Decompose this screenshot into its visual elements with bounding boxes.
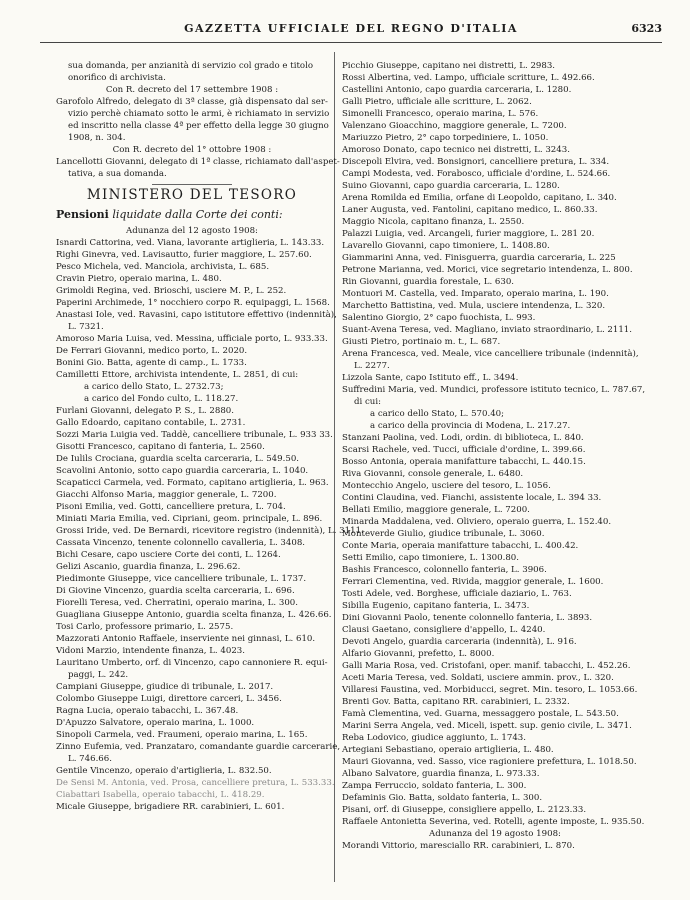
list-item: Artegiani Sebastiano, operaio artiglieria, L. 480. [342, 745, 554, 755]
list-item: Riva Giovanni, console generale, L. 6480. [342, 469, 524, 479]
column-divider [334, 52, 335, 882]
list-item: Discepoli Elvira, ved. Bonsignori, cancelliere pretura, L. 334. [342, 157, 610, 167]
adunanza-heading: Adunanza del 19 agosto 1908: [429, 829, 561, 839]
list-item: Bellati Emilio, maggiore generale, L. 7200. [342, 505, 530, 515]
list-item: Sibilla Eugenio, capitano fanteria, L. 3473. [342, 601, 530, 611]
list-item: paggi, L. 242. [68, 670, 129, 680]
list-item: Mazzorati Antonio Raffaele, inserviente nei ginnasi, L. 610. [56, 634, 316, 644]
list-item: Simonelli Francesco, operaio marina, L. 576. [342, 109, 539, 119]
list-item: Defaminis Gio. Batta, soldato fanteria, L. 300. [342, 793, 543, 803]
list-item: Giammarini Anna, ved. Finisguerra, guardia carceraria, L. 225 [342, 253, 616, 263]
list-item: Scapaticci Carmela, ved. Formato, capitano artiglieria, L. 963. [56, 478, 329, 488]
list-item: Gentile Vincenzo, operaio d'artiglieria, L. 832.50. [56, 766, 272, 776]
list-item: Suino Giovanni, capo guardia carceraria, L. 1280. [342, 181, 560, 191]
list-item: Miniati Maria Emilia, ved. Cipriani, geom. principale, L. 896. [56, 514, 323, 524]
list-item: Gelizi Ascanio, guardia finanza, L. 296.62. [56, 562, 241, 572]
list-item: Campi Modesta, ved. Forabosco, ufficiale d'ordine, L. 524.66. [342, 169, 611, 179]
list-item: De Ferrari Giovanni, medico porto, L. 2020. [56, 346, 248, 356]
list-item: Fiorelli Teresa, ved. Cherratini, operaio marina, L. 300. [56, 598, 298, 608]
page-header [40, 22, 662, 40]
list-item: Giusti Pietro, portinaio m. t., L. 687. [342, 337, 501, 347]
list-item: Grossi Iride, ved. De Bernardi, ricevitore registro (indennità), L. 3111. [56, 526, 364, 536]
list-item: Piedimonte Giuseppe, vice cancelliere tribunale, L. 1737. [56, 574, 307, 584]
list-item: Suffredini Maria, ved. Mundici, professore istituto tecnico, L. 787.67, [342, 385, 646, 395]
list-item: Arena Romilda ed Emilia, orfane di Leopoldo, capitano, L. 340. [342, 193, 617, 203]
list-item: Isnardi Cattorina, ved. Viana, lavorante artiglieria, L. 143.33. [56, 238, 325, 248]
list-item: Dini Giovanni Paolo, tenente colonnello fanteria, L. 3893. [342, 613, 593, 623]
list-item: Bonini Gio. Batta, agente di camp., L. 1733. [56, 358, 247, 368]
list-item: Suant-Avena Teresa, ved. Magliano, inviato straordinario, L. 2111. [342, 325, 633, 335]
list-item: a carico del Fondo culto, L. 118.27. [84, 394, 239, 404]
list-item: Campiani Giuseppe, giudice di tribunale, L. 2017. [56, 682, 274, 692]
header-rule [40, 42, 662, 43]
list-item: Anastasi Iole, ved. Ravasini, capo istitutore effettivo (indennità), [56, 310, 337, 320]
list-item: Marchetto Battistina, ved. Mula, usciere intendenza, L. 320. [342, 301, 606, 311]
list-item: a carico dello Stato, L. 570.40; [370, 409, 505, 419]
adunanza-heading: Adunanza del 12 agosto 1908: [126, 226, 258, 236]
list-item: Pisani, orf. di Giuseppe, consigliere appello, L. 2123.33. [342, 805, 587, 815]
list-item: Villaresi Faustina, ved. Morbiducci, segret. Min. tesoro, L. 1053.66. [342, 685, 638, 695]
list-item: Righi Ginevra, ved. Lavisautto, furier maggiore, L. 257.60. [56, 250, 312, 260]
pensioni-bold: Pensioni [56, 208, 109, 221]
ministry-heading: MINISTERO DEL TESORO [86, 187, 298, 203]
list-item: Sinopoli Carmela, ved. Fraumeni, operaio marina, L. 165. [56, 730, 308, 740]
list-item: Galli Pietro, ufficiale alle scritture, L. 2062. [342, 97, 532, 107]
list-item: Di Giovine Vincenzo, guardia scelta carceraria, L. 696. [56, 586, 295, 596]
list-item: Arena Francesca, ved. Meale, vice cancelliere tribunale (indennità), [342, 349, 639, 359]
list-item: Marini Serra Angela, ved. Miceli, ispett. sup. genio civile, L. 3471. [342, 721, 632, 731]
list-item: Camilletti Ettore, archivista intendente, L. 2851, di cui: [56, 370, 299, 380]
left-pension-list [56, 237, 364, 813]
list-item: Maggio Nicola, capitano finanza, L. 2550. [342, 217, 525, 227]
list-item: Cravin Pietro, operaio marina, L. 480. [56, 274, 222, 284]
list-item: Reba Lodovico, giudice aggiunto, L. 1743. [342, 733, 526, 743]
text-line: tativa, a sua domanda. [68, 169, 167, 179]
list-item: Picchio Giuseppe, capitano nei distretti, L. 2983. [342, 61, 556, 71]
list-item: Tosi Carlo, professore primario, L. 2575. [56, 622, 234, 632]
right-pension-list [342, 60, 648, 828]
list-item: Palazzi Luigia, ved. Arcangeli, furier maggiore, L. 281 20. [342, 229, 595, 239]
list-item: Alfario Giovanni, prefetto, L. 8000. [342, 649, 495, 659]
list-item: Lavarello Giovanni, capo timoniere, L. 1408.80. [342, 241, 550, 251]
list-item: Amoroso Donato, capo tecnico nei distretti, L. 3243. [342, 145, 570, 155]
list-item: Castellini Antonio, capo guardia carceraria, L. 1280. [342, 85, 572, 95]
list-item: Aceti Maria Teresa, ved. Soldati, usciere ammin. prov., L. 320. [342, 673, 614, 683]
list-item: Paperini Archimede, 1° nocchiero corpo R. equipaggi, L. 1568. [56, 298, 330, 308]
list-item: Scarsi Rachele, ved. Tucci, ufficiale d'ordine, L. 399.66. [342, 445, 586, 455]
list-item: Ragna Lucia, operaio tabacchi, L. 367.48. [56, 706, 239, 716]
list-item: Furlani Giovanni, delegato P. S., L. 2880. [56, 406, 234, 416]
list-item: Valenzano Gioacchino, maggiore generale, L. 7200. [342, 121, 567, 131]
list-item: Albano Salvatore, guardia finanza, L. 973.33. [342, 769, 540, 779]
list-item: L. 7321. [68, 322, 104, 332]
list-item: D'Apuzzo Salvatore, operaio marina, L. 1000. [56, 718, 255, 728]
list-item: Devoti Angelo, guardia carceraria (indennità), L. 916. [342, 637, 577, 647]
list-item: Amoroso Maria Luisa, ved. Messina, ufficiale porto, L. 933.33. [56, 334, 328, 344]
text-line: onorifico di archivista. [68, 73, 166, 83]
list-item: Montecchio Angelo, usciere del tesoro, L. 1056. [342, 481, 551, 491]
list-item: Raffaele Antonietta Severina, ved. Rotelli, agente imposte, L. 935.50. [342, 817, 645, 827]
list-item: De Sensi M. Antonia, ved. Prosa, cancelliere pretura, L. 533.33. [56, 778, 335, 788]
pensioni-italic: liquidate dalla Corte dei conti: [112, 208, 283, 221]
list-item: Gallo Edoardo, capitano contabile, L. 2731. [56, 418, 246, 428]
list-item: Scavolini Antonio, sotto capo guardia carceraria, L. 1040. [56, 466, 309, 476]
list-item: Pesco Michela, ved. Manciola, archivista, L. 685. [56, 262, 270, 272]
list-item: Zinno Eufemia, ved. Pranzataro, comandante guardie carcerarie, [56, 742, 341, 752]
text-line: 1908, n. 304. [68, 133, 126, 143]
gazette-title: GAZZETTA UFFICIALE DEL REGNO D'ITALIA [184, 22, 518, 35]
list-item: Salentino Giorgio, 2° capo fuochista, L. 993. [342, 313, 536, 323]
list-item: Grimoldi Regina, ved. Brioschi, usciere M. P., L. 252. [56, 286, 287, 296]
list-item: Laner Augusta, ved. Fantolini, capitano medico, L. 860.33. [342, 205, 598, 215]
list-item: Bashis Francesco, colonnello fanteria, L. 3906. [342, 565, 547, 575]
list-item: Mariuzzo Pietro, 2° capo torpediniere, L. 1050. [342, 133, 549, 143]
list-item: Famà Clementina, ved. Guarna, messaggero postale, L. 543.50. [342, 709, 619, 719]
list-item: Cassata Vincenzo, tenente colonnello cavalleria, L. 3408. [56, 538, 306, 548]
list-item: L. 746.66. [68, 754, 112, 764]
list-item: Conte Maria, operaia manifatture tabacchi, L. 400.42. [342, 541, 579, 551]
right-column [342, 60, 648, 852]
list-item: Lauritano Umberto, orf. di Vincenzo, capo cannoniere R. equi- [56, 658, 328, 668]
list-item: Montuori M. Castella, ved. Imparato, operaio marina, L. 190. [342, 289, 609, 299]
list-item: Rossi Albertina, ved. Lampo, ufficiale scritture, L. 492.66. [342, 73, 595, 83]
list-item: Petrone Marianna, ved. Morici, vice segretario intendenza, L. 800. [342, 265, 633, 275]
text-line: Lancellotti Giovanni, delegato di 1ª classe, richiamato dall'aspet- [56, 157, 340, 167]
list-item: Ferrari Clementina, ved. Rivida, maggior generale, L. 1600. [342, 577, 604, 587]
list-item: Sozzi Maria Luigia ved. Taddè, cancelliere tribunale, L. 933 33. [56, 430, 333, 440]
section-separator [152, 184, 232, 185]
list-item: Clausi Gaetano, consigliere d'appello, L. 4240. [342, 625, 546, 635]
list-item: a carico dello Stato, L. 2732.73; [84, 382, 224, 392]
list-item: Rin Giovanni, guardia forestale, L. 630. [342, 277, 515, 287]
list-item: Tosti Adele, ved. Borghese, ufficiale daziario, L. 763. [342, 589, 572, 599]
list-item: Galli Maria Rosa, ved. Cristofani, oper. manif. tabacchi, L. 452.26. [342, 661, 631, 671]
list-item: a carico della provincia di Modena, L. 217.27. [370, 421, 571, 431]
decree-heading: Con R. decreto del 1° ottobre 1908 : [112, 145, 272, 155]
list-item: Monteverde Giulio, giudice tribunale, L. 3060. [342, 529, 545, 539]
decree-heading: Con R. decreto del 17 settembre 1908 : [105, 85, 279, 95]
list-item: Giacchi Alfonso Maria, maggior generale, L. 7200. [56, 490, 277, 500]
list-item: Brenti Gov. Batta, capitano RR. carabinieri, L. 2332. [342, 697, 570, 707]
list-item: Stanzani Paolina, ved. Lodi, ordin. di biblioteca, L. 840. [342, 433, 584, 443]
list-item: Bichi Cesare, capo usciere Corte dei conti, L. 1264. [56, 550, 281, 560]
list-item: Colombo Giuseppe Luigi, direttore carceri, L. 3456. [56, 694, 282, 704]
list-item: Pisoni Emilia, ved. Gotti, cancelliere pretura, L. 704. [56, 502, 286, 512]
list-item: Mauri Giovanna, ved. Sasso, vice ragioniere prefettura, L. 1018.50. [342, 757, 637, 767]
list-item: Ciabattari Isabella, operaio tabacchi, L. 418.29. [56, 790, 265, 800]
list-item: L. 2277. [354, 361, 390, 371]
page-number: 6323 [631, 22, 662, 35]
list-item: Gisotti Francesco, capitano di fanteria, L. 2560. [56, 442, 265, 452]
text-line: ed inscritto nella classe 4ª per effetto della legge 30 giugno [68, 121, 329, 131]
list-item: De Iulils Crociana, guardia scelta carceraria, L. 549.50. [56, 454, 300, 464]
list-item: di cui: [354, 397, 381, 407]
left-column [56, 60, 364, 813]
pensioni-heading [56, 209, 328, 221]
list-item: Zampa Ferruccio, soldato fanteria, L. 300. [342, 781, 527, 791]
list-item: Setti Emilio, capo timoniere, L. 1300.80. [342, 553, 519, 563]
text-line: Garofolo Alfredo, delegato di 3ª classe, già dispensato dal ser- [56, 97, 328, 107]
list-item: Micale Giuseppe, brigadiere RR. carabinieri, L. 601. [56, 802, 285, 812]
list-item: Contini Claudina, ved. Fianchi, assistente locale, L. 394 33. [342, 493, 602, 503]
list-item: Minarda Maddalena, ved. Oliviero, operaio guerra, L. 152.40. [342, 517, 612, 527]
list-item: Guagliana Giuseppe Antonio, guardia scelta finanza, L. 426.66. [56, 610, 332, 620]
text-line: vizio perchè chiamato sotto le armi, è richiamato in servizio [68, 109, 330, 119]
list-item: Vidoni Marzio, intendente finanza, L. 4023. [56, 646, 245, 656]
list-item: Lizzola Sante, capo Istituto eff., L. 3494. [342, 373, 519, 383]
list-item: Morandi Vittorio, maresciallo RR. carabinieri, L. 870. [342, 841, 575, 851]
text-line: sua domanda, per anzianità di servizio col grado e titolo [68, 61, 313, 71]
list-item: Bosso Antonia, operaia manifatture tabacchi, L. 440.15. [342, 457, 586, 467]
